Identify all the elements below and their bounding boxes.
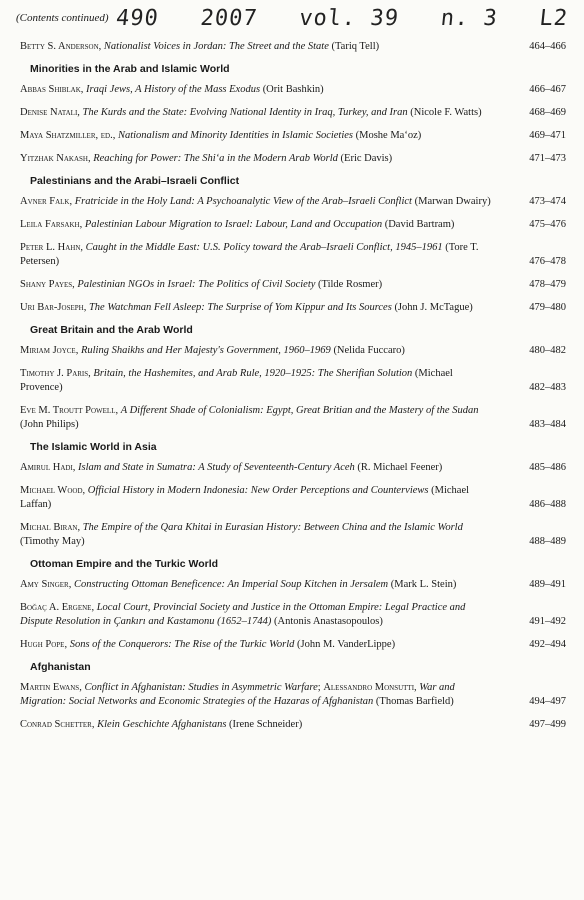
review-author: Avner Falk	[20, 196, 70, 207]
reviewer-name: (Tore T. Petersen)	[20, 242, 479, 267]
review-entry	[20, 461, 566, 475]
page-range: 473–474	[529, 196, 566, 207]
entry-text: Amirul Hadi, Islam and State in Sumatra: A Study of Seventeenth-Century Aceh (R. Michael Feener)	[20, 462, 443, 473]
entry-text: Boğaç A. Ergene, Local Court, Provincial Society and Justice in the Ottoman Empire: Legal Practice and Dispute Resolution in Çankırı and Kastamonu (1652–1744) (Antonis Anastasopoulos)	[20, 602, 466, 627]
entry-text: Eve M. Troutt Powell, A Different Shade of Colonialism: Egypt, Great Britian and the Mastery of the Sudan (John Philips)	[20, 405, 479, 430]
handwriting-number: 490	[114, 6, 161, 31]
entry-text: Leila Farsakh, Palestinian Labour Migration to Israel: Labour, Land and Occupation (David Bartram)	[20, 219, 455, 230]
entry-text: Amy Singer, Constructing Ottoman Beneficence: An Imperial Soup Kitchen in Jersalem (Mark L. Stein)	[20, 579, 457, 590]
review-author: Hugh Pope	[20, 639, 65, 650]
reviewer-name: (Irene Schneider)	[229, 719, 303, 730]
review-author: Abbas Shiblak	[20, 84, 81, 95]
review-entry	[20, 301, 566, 315]
book-title: Palestinian NGOs in Israel: The Politics of Civil Society	[77, 279, 316, 290]
entry-text: Abbas Shiblak, Iraqi Jews, A History of the Mass Exodus (Orit Bashkin)	[20, 84, 324, 95]
review-author: Betty S. Anderson	[20, 41, 99, 52]
page-range: 464–466	[529, 41, 566, 52]
reviewer-name: (Thomas Barfield)	[375, 696, 454, 707]
reviewer-name: (Tariq Tell)	[331, 41, 380, 52]
book-title: Conflict in Afghanistan: Studies in Asymmetric Warfare	[84, 682, 318, 693]
reviewer-name: (Mark L. Stein)	[390, 579, 457, 590]
entry-text: Denise Natali, The Kurds and the State: Evolving National Identity in Iraq, Turkey, and Iran (Nicole F. Watts)	[20, 107, 482, 118]
book-title: Caught in the Middle East: U.S. Policy toward the Arab–Israeli Conflict, 1945–1961	[85, 242, 443, 253]
reviewer-name: (Marwan Dwairy)	[414, 196, 491, 207]
page-range: 479–480	[529, 302, 566, 313]
book-title: Palestinian Labour Migration to Israel: Labour, Land and Occupation	[84, 219, 383, 230]
book-title: The Empire of the Qara Khitai in Eurasian History: Between China and the Islamic World	[82, 522, 463, 533]
entry-text: Michal Biran, The Empire of the Qara Khitai in Eurasian History: Between China and the Islamic World (Timothy May)	[20, 522, 463, 547]
reviewer-name: (John Philips)	[20, 419, 79, 430]
page-range: 492–494	[529, 639, 566, 650]
review-author: Uri Bar-Joseph	[20, 302, 84, 313]
book-title: Nationalism and Minority Identities in Islamic Societies	[117, 130, 354, 141]
reviewer-name: (John J. McTague)	[394, 302, 473, 313]
review-entry	[20, 578, 566, 592]
section-heading: Great Britain and the Arab World	[30, 324, 193, 336]
book-title: The Kurds and the State: Evolving National Identity in Iraq, Turkey, and Iran	[82, 107, 408, 118]
handwriting-issue: n. 3	[439, 6, 500, 31]
entry-text: Yitzhak Nakash, Reaching for Power: The Shi‘a in the Modern Arab World (Eric Davis)	[20, 153, 393, 164]
entry-text: Hugh Pope, Sons of the Conquerors: The Rise of the Turkic World (John M. VanderLippe)	[20, 639, 396, 650]
reviewer-name: (Orit Bashkin)	[262, 84, 324, 95]
reviewer-name: (Michael Provence)	[20, 368, 453, 393]
page-range: 468–469	[529, 107, 566, 118]
review-entry	[20, 195, 566, 209]
reviewer-name: (John M. VanderLippe)	[297, 639, 396, 650]
reviewer-name: (Moshe Ma‘oz)	[355, 130, 422, 141]
review-entry	[20, 241, 566, 269]
contents-list	[20, 40, 566, 741]
section-heading: Palestinians and the Arabi–Israeli Conflict	[30, 175, 240, 187]
review-author: Amirul Hadi	[20, 462, 73, 473]
book-title: Islam and State in Sumatra: A Study of Seventeenth-Century Aceh	[78, 462, 355, 473]
handwriting-year: 2007	[199, 6, 259, 31]
review-author: Denise Natali	[20, 107, 78, 118]
reviewer-name: (Timothy May)	[20, 536, 85, 547]
review-entry	[20, 106, 566, 120]
review-entry	[20, 40, 566, 54]
page-range: 466–467	[529, 84, 566, 95]
book-title: War and Migration: Social Networks and Economic Strategies of the Hazaras of Afghanistan	[20, 682, 455, 707]
book-title: Ruling Shaikhs and Her Majesty's Government, 1960–1969	[80, 345, 331, 356]
book-title: Local Court, Provincial Society and Justice in the Ottoman Empire: Legal Practice and Dispute Resolution in Çankırı and Kastamonu (1652–1744)	[20, 602, 466, 627]
entry-text: Maya Shatzmiller, ed., Nationalism and Minority Identities in Islamic Societies (Moshe Ma‘oz)	[20, 130, 422, 141]
reviewer-name: (Michael Laffan)	[20, 485, 470, 510]
review-author: Amy Singer	[20, 579, 69, 590]
handwriting-volume: vol. 39	[297, 6, 401, 31]
review-entry	[20, 484, 566, 512]
page-range: 494–497	[529, 696, 566, 707]
review-entry	[20, 218, 566, 232]
section-heading: The Islamic World in Asia	[30, 441, 157, 453]
book-title: A Different Shade of Colonialism: Egypt, Great Britian and the Mastery of the Sudan	[120, 405, 479, 416]
entry-text: Uri Bar-Joseph, The Watchman Fell Asleep: The Surprise of Yom Kippur and Its Sources (John J. McTague)	[20, 302, 473, 313]
section-heading: Ottoman Empire and the Turkic World	[30, 558, 219, 570]
entry-text: Peter L. Hahn, Caught in the Middle East: U.S. Policy toward the Arab–Israeli Conflict, 1945–1961 (Tore T. Petersen)	[20, 242, 479, 267]
book-title: Iraqi Jews, A History of the Mass Exodus	[86, 84, 261, 95]
page-range: 488–489	[529, 536, 566, 547]
handwritten-annotation	[115, 6, 570, 31]
section-heading: Minorities in the Arab and Islamic World	[30, 63, 230, 75]
page-range: 482–483	[529, 382, 566, 393]
reviewer-name: (Nelida Fuccaro)	[333, 345, 405, 356]
review-author: Yitzhak Nakash	[20, 153, 88, 164]
review-author: Boğaç A. Ergene	[20, 602, 92, 613]
review-author: Michal Biran	[20, 522, 78, 533]
review-author: Martin Ewans	[20, 682, 80, 693]
review-entry	[20, 152, 566, 166]
review-entry	[20, 601, 566, 629]
review-author: Shany Payes	[20, 279, 73, 290]
book-title: Britain, the Hashemites, and Arab Rule, 1920–1925: The Sherifian Solution	[93, 368, 413, 379]
page-range: 486–488	[529, 499, 566, 510]
book-title: Sons of the Conquerors: The Rise of the Turkic World	[69, 639, 295, 650]
entry-text: Betty S. Anderson, Nationalist Voices in Jordan: The Street and the State (Tariq Tell)	[20, 41, 380, 52]
entry-text: Conrad Schetter, Klein Geschichte Afghanistans (Irene Schneider)	[20, 719, 303, 730]
contents-continued-label: (Contents continued)	[16, 12, 109, 24]
book-title: Official History in Modern Indonesia: New Order Perceptions and Counterviews	[87, 485, 429, 496]
reviewer-name: (Nicole F. Watts)	[410, 107, 482, 118]
reviewer-name: (Tilde Rosmer)	[318, 279, 383, 290]
page-header	[16, 6, 576, 38]
book-title: Nationalist Voices in Jordan: The Street and the State	[103, 41, 329, 52]
reviewer-name: (R. Michael Feener)	[357, 462, 443, 473]
entry-text: Miriam Joyce, Ruling Shaikhs and Her Majesty's Government, 1960–1969 (Nelida Fuccaro)	[20, 345, 405, 356]
review-entry	[20, 129, 566, 143]
review-author: Eve M. Troutt Powell	[20, 405, 116, 416]
page-range: 485–486	[529, 462, 566, 473]
book-title: Reaching for Power: The Shi‘a in the Modern Arab World	[93, 153, 338, 164]
review-entry	[20, 638, 566, 652]
reviewer-name: (David Bartram)	[384, 219, 455, 230]
handwriting-code: L2	[538, 6, 570, 31]
page-range: 478–479	[529, 279, 566, 290]
review-author: Alessandro Monsutti	[323, 682, 415, 693]
review-author: Leila Farsakh	[20, 219, 80, 230]
reviewer-name: (Antonis Anastasopoulos)	[274, 616, 383, 627]
entry-text: Avner Falk, Fratricide in the Holy Land: A Psychoanalytic View of the Arab–Israeli Conflict (Marwan Dwairy)	[20, 196, 491, 207]
entry-text: Michael Wood, Official History in Modern Indonesia: New Order Perceptions and Counterviews (Michael Laffan)	[20, 485, 470, 510]
entry-text: Timothy J. Paris, Britain, the Hashemites, and Arab Rule, 1920–1925: The Sherifian Solution (Michael Provence)	[20, 368, 453, 393]
review-entry	[20, 83, 566, 97]
section-heading: Afghanistan	[30, 661, 91, 673]
entry-text: Shany Payes, Palestinian NGOs in Israel: The Politics of Civil Society (Tilde Rosmer)	[20, 279, 383, 290]
review-entry	[20, 718, 566, 732]
review-author: Michael Wood	[20, 485, 83, 496]
page-range: 480–482	[529, 345, 566, 356]
review-author: Conrad Schetter	[20, 719, 92, 730]
review-entry	[20, 404, 566, 432]
book-title: Fratricide in the Holy Land: A Psychoanalytic View of the Arab–Israeli Conflict	[74, 196, 412, 207]
page-range: 471–473	[529, 153, 566, 164]
review-author: Timothy J. Paris	[20, 368, 89, 379]
page-range: 476–478	[529, 256, 566, 267]
review-author: Maya Shatzmiller, ed.	[20, 130, 113, 141]
review-entry	[20, 344, 566, 358]
page-range: 483–484	[529, 419, 566, 430]
review-author: Miriam Joyce	[20, 345, 76, 356]
review-entry	[20, 367, 566, 395]
review-entry	[20, 521, 566, 549]
entry-text: Martin Ewans, Conflict in Afghanistan: Studies in Asymmetric Warfare; Alessandro Monsutti, War and Migration: Social Networks and Economic Strategies of the Hazaras of Afghanistan (Thomas Barfield)	[20, 682, 455, 707]
page-range: 469–471	[529, 130, 566, 141]
page-range: 489–491	[529, 579, 566, 590]
review-entry	[20, 278, 566, 292]
page-range: 491–492	[529, 616, 566, 627]
book-title: The Watchman Fell Asleep: The Surprise of Yom Kippur and Its Sources	[88, 302, 392, 313]
review-entry	[20, 681, 566, 709]
page-range: 475–476	[529, 219, 566, 230]
page-range: 497–499	[529, 719, 566, 730]
review-author: Peter L. Hahn	[20, 242, 81, 253]
book-title: Constructing Ottoman Beneficence: An Imperial Soup Kitchen in Jersalem	[73, 579, 389, 590]
reviewer-name: (Eric Davis)	[340, 153, 393, 164]
book-title: Klein Geschichte Afghanistans	[97, 719, 227, 730]
